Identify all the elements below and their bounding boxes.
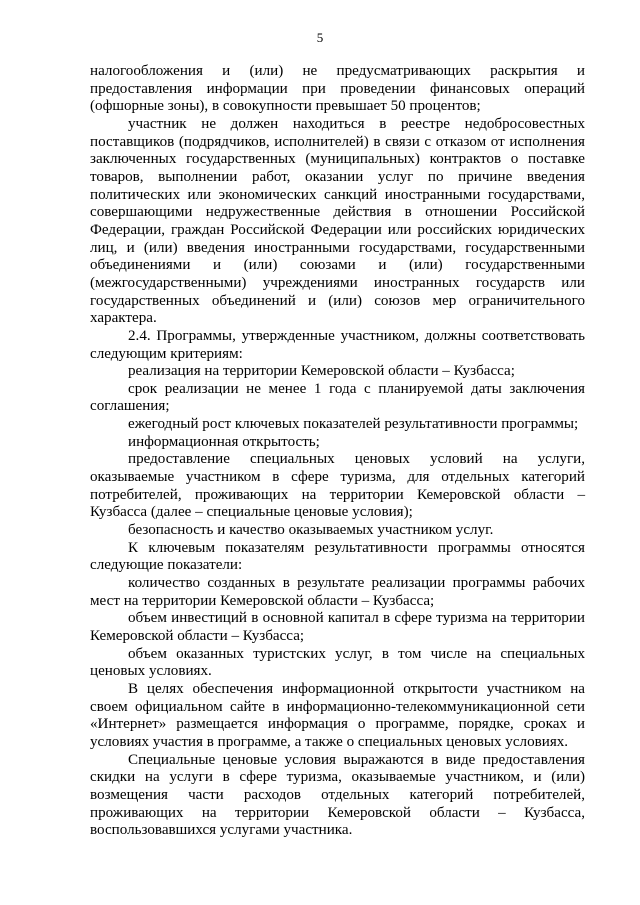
paragraph: участник не должен находиться в реестре недобросовестных поставщиков (подрядчиков, исполнителей) в связи с отказом от исполнения заключенных государственных (муниципальных) контрактов о поставке товаров, выполнении работ, оказании услуг по причине введения политических или экономических санкций иностранными государствами, совершающими недружественные действия в отношении Российской Федерации, граждан Российской Федерации или российских юридических лиц, и (или) введения иностранными государствами, государственными объединениями и (или) союзами и (или) государственными (межгосударственными) учреждениями иностранных государств или государственных объединений и (или) союзов мер ограничительного характера. — [90, 115, 585, 327]
paragraph: К ключевым показателям результативности программы относятся следующие показатели: — [90, 539, 585, 574]
paragraph: В целях обеспечения информационной открытости участником на своем официальном сайте в информационно-телекоммуникационной сети «Интернет» размещается информация о программе, порядке, сроках и условиях участия в программе, а также о специальных ценовых условиях. — [90, 680, 585, 750]
paragraph: срок реализации не менее 1 года с планируемой даты заключения соглашения; — [90, 380, 585, 415]
paragraph: 2.4. Программы, утвержденные участником, должны соответствовать следующим критериям: — [90, 327, 585, 362]
paragraph: налогообложения и (или) не предусматривающих раскрытия и предоставления информации при проведении финансовых операций (офшорные зоны), в совокупности превышает 50 процентов; — [90, 63, 585, 115]
document-body — [90, 63, 585, 840]
paragraph: безопасность и качество оказываемых участником услуг. — [128, 522, 494, 539]
paragraph: Специальные ценовые условия выражаются в виде предоставления скидки на услуги в сфере туризма, оказываемые участником, и (или) возмещения части расходов отдельных категорий потребителей, проживающих на территории Кемеровской области – Кузбасса, воспользовавшихся услугами участника. — [90, 751, 585, 839]
page-number: 5 — [316, 30, 324, 45]
paragraph: реализация на территории Кемеровской области – Кузбасса; — [128, 363, 515, 380]
paragraph: ежегодный рост ключевых показателей результативности программы; — [128, 416, 579, 433]
paragraph: информационная открытость; — [128, 433, 320, 450]
paragraph: объем инвестиций в основной капитал в сфере туризма на территории Кемеровской области – Кузбасса; — [90, 610, 585, 644]
paragraph: объем оказанных туристских услуг, в том числе на специальных ценовых условиях. — [90, 645, 585, 680]
paragraph: количество созданных в результате реализации программы рабочих мест на территории Кемеровской области – Кузбасса; — [90, 575, 585, 609]
paragraph: предоставление специальных ценовых условий на услуги, оказываемые участником в сфере туризма, для отдельных категорий потребителей, проживающих на территории Кемеровской области – Кузбасса (далее – специальные ценовые условия); — [90, 451, 585, 521]
